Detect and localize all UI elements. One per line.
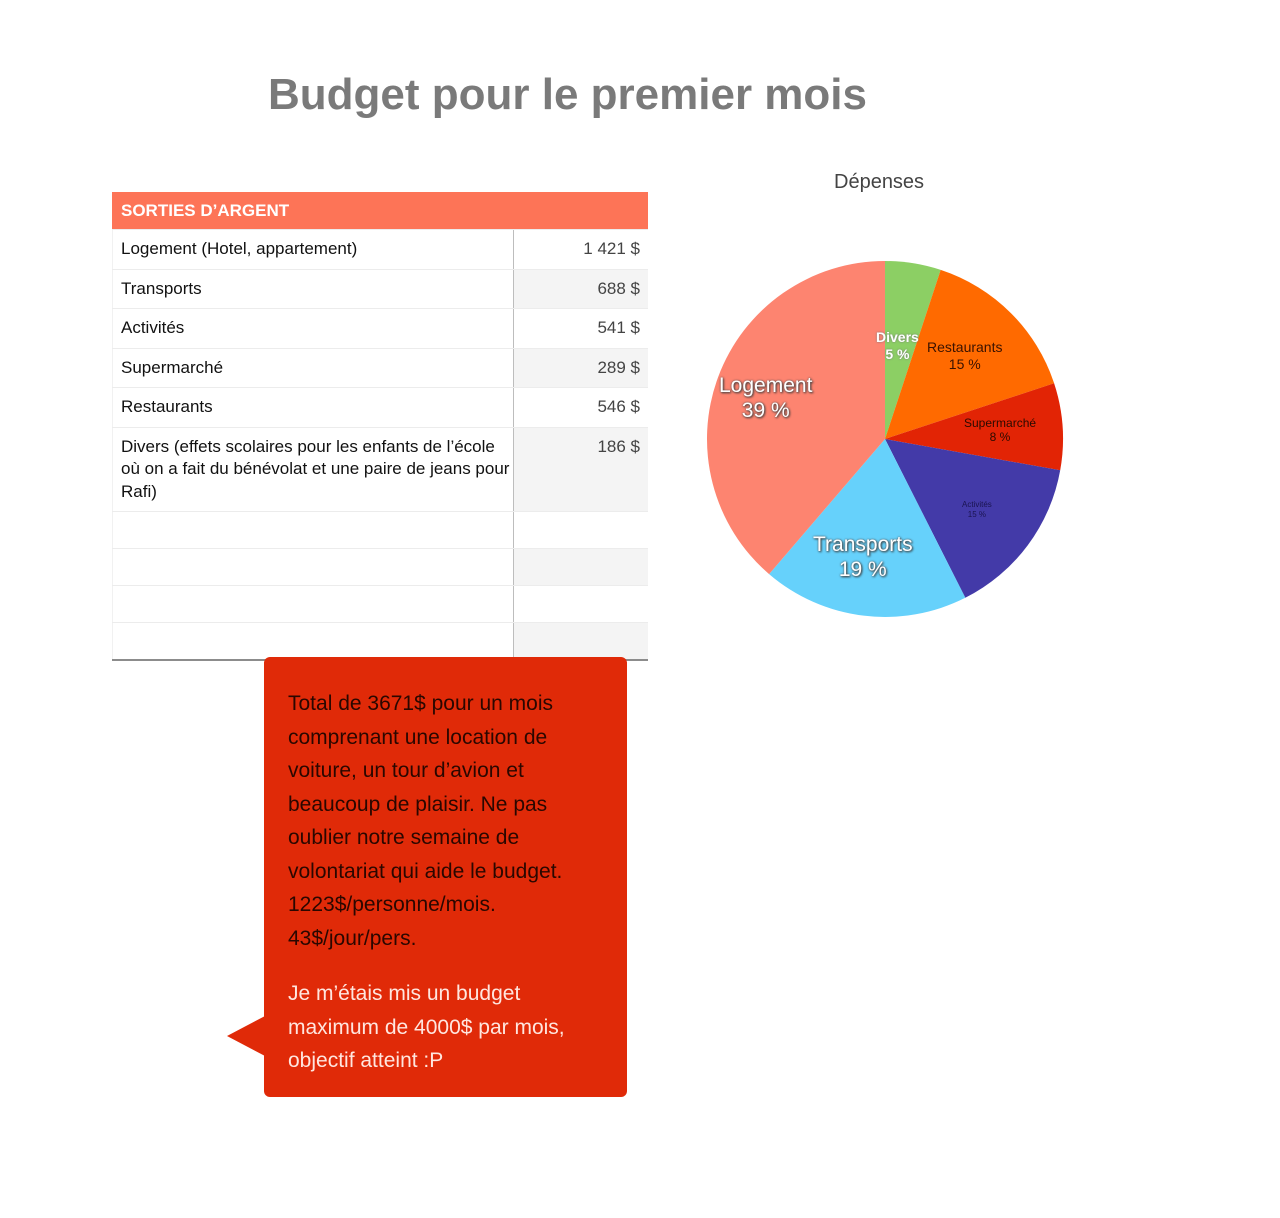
label-pct: 39 % (741, 399, 790, 423)
row-value: 289 $ (514, 349, 648, 388)
note-callout (264, 657, 627, 1097)
table-header: SORTIES D’ARGENT (112, 192, 648, 229)
label-pct: 15 % (967, 509, 987, 519)
label-divers (876, 329, 919, 363)
row-label: Divers (effets scolaires pour les enfants de l’école où on a fait du bénévolat et une paire de jeans pour Rafi) (112, 428, 514, 512)
row-label: Transports (112, 270, 514, 309)
page-title: Budget pour le premier mois (268, 70, 867, 119)
row-value: 541 $ (597, 318, 640, 337)
row-label: Logement (Hotel, appartement) (112, 230, 514, 269)
label-restaurants (927, 339, 1002, 373)
callout-pointer (227, 1016, 265, 1056)
label-transports (813, 532, 913, 582)
label-name: Activités (962, 500, 992, 509)
label-activites (962, 500, 992, 519)
label-pct: 19 % (838, 558, 887, 582)
row-label: Restaurants (112, 388, 514, 427)
label-pct: 8 % (989, 430, 1011, 445)
note-paragraph-1: Total de 3671$ pour un mois comprenant une location de voiture, un tour d’avion et beaucoup de plaisir. Ne pas oublier notre semaine de volontariat qui aide le budget. 1223$/personne/mois. 43$/jour/pers. (288, 692, 563, 950)
note-paragraph-2: Je m’étais mis un budget maximum de 4000$ par mois, objectif atteint :P (288, 982, 565, 1072)
label-name: Logement (719, 374, 813, 397)
label-name: Transports (813, 533, 913, 556)
row-value: 688 $ (514, 270, 648, 309)
row-value: 546 $ (597, 397, 640, 416)
row-label: Activités (112, 309, 514, 348)
label-pct: 15 % (948, 355, 981, 372)
row-label: Supermarché (112, 349, 514, 388)
chart-title: Dépenses (834, 171, 925, 193)
label-name: Divers (876, 329, 919, 345)
label-logement (719, 373, 812, 423)
label-name: Supermarché (964, 416, 1037, 430)
label-supermarche (964, 416, 1036, 445)
row-value: 186 $ (514, 428, 648, 512)
label-pct: 5 % (885, 345, 910, 362)
row-value: 1 421 $ (583, 239, 640, 258)
label-name: Restaurants (927, 339, 1003, 355)
